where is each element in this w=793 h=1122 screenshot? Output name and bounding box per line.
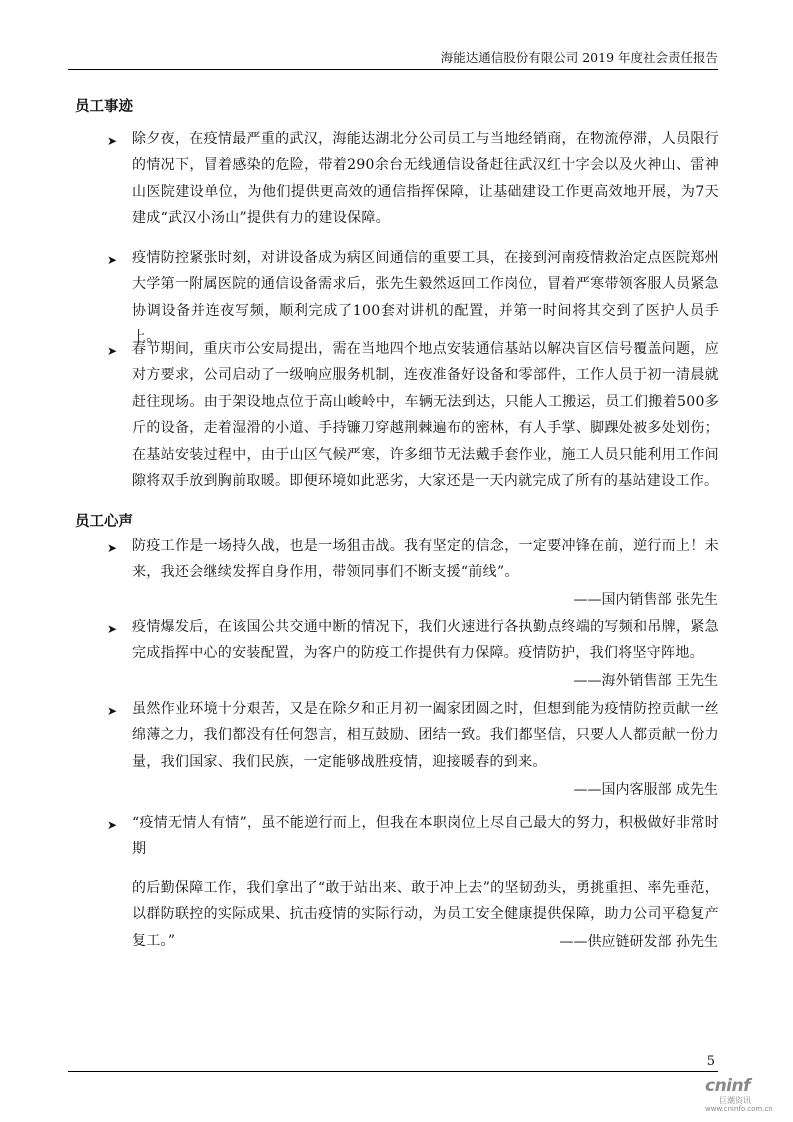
- story-paragraph: 疫情防控紧张时刻，对讲设备成为病区间通信的重要工具，在接到河南疫情救治定点医院郑州大学第一附属医院的通信设备需求后，张先生毅然返回工作岗位，冒着严寒带领客服人员紧急协调设备并连夜写频，顺利完成了100套对讲机的配置，并第一时间将其交到了医护人员手上。: [132, 250, 719, 346]
- list-item: [107, 245, 719, 351]
- list-item: [107, 614, 719, 667]
- voice-signature: ——国内销售部 张先生: [573, 592, 718, 608]
- footer-divider: [68, 1071, 718, 1072]
- story-paragraph: 春节期间，重庆市公安局提出，需在当地四个地点安装通信基站以解决盲区信号覆盖问题，应对方要求，公司启动了一级响应服务机制，连夜准备好设备和零部件，工作人员于初一清晨就赶往现场。由于架设地点位于高山峻岭中，车辆无法到达，只能人工搬运，员工们搬着500多斤的设备，走着湿滑的小道、手持镰刀穿越荆棘遍布的密林，有人手掌、脚踝处被多处划伤；在基站安装过程中，由于山区气候严寒，许多细节无法戴手套作业，施工人员只能利用工作间隙将双手放到胸前取暖。即便环境如此恶劣，大家还是一天内就完成了所有的基站建设工作。: [132, 341, 719, 490]
- list-item: [107, 336, 719, 494]
- voice-signature: ——供应链研发部 孙先生: [559, 934, 718, 950]
- voice-paragraph-first-line: “疫情无情人有情”，虽不能逆行而上，但我在本职岗位上尽自己最大的努力，积极做好非常时期: [132, 815, 719, 858]
- voice-paragraph: 防疫工作是一场持久战，也是一场狙击战。我有坚定的信念，一定要冲锋在前，逆行而上！未来，我还会继续发挥自身作用，带领同事们不断支援“前线”。: [132, 538, 719, 581]
- cninfo-logo: [705, 1076, 785, 1114]
- arrowhead-bullet-icon: ➤: [107, 622, 118, 636]
- arrowhead-bullet-icon: ➤: [107, 134, 118, 148]
- story-paragraph: 除夕夜，在疫情最严重的武汉，海能达湖北分公司员工与当地经销商，在物流停滞，人员限行的情况下，冒着感染的危险，带着290余台无线通信设备赶往武汉红十字会以及火神山、雷神山医院建设单位，为他们提供更高效的通信指挥保障，让基础建设工作更高效地开展，为7天建成“武汉小汤山”提供有力的建设保障。: [132, 131, 719, 227]
- voice-paragraph: 虽然作业环境十分艰苦，又是在除夕和正月初一阖家团圆之时，但想到能为疫情防控贡献一丝绵薄之力，我们都没有任何怨言，相互鼓励、团结一致。我们都坚信，只要人人都贡献一份力量，我们国家、我们民族，一定能够战胜疫情，迎接暖春的到来。: [132, 701, 719, 770]
- logo-subtitle: 巨潮资讯: [719, 1096, 751, 1105]
- voice-paragraph: 的后勤保障工作，我们拿出了“敢于站出来、敢于冲上去”的坚韧劲头，勇挑重担、率先垂范，以群防联控的实际成果、抗击疫情的实际行动，为员工安全健康提供保障，助力公司平稳复产复工。”: [132, 879, 719, 949]
- list-item: [107, 696, 719, 775]
- voice-paragraph: 疫情爆发后，在该国公共交通中断的情况下，我们火速进行各执勤点终端的写频和吊牌，紧急完成指挥中心的安装配置，为客户的防疫工作提供有力保障。疫情防护，我们将坚守阵地。: [132, 619, 719, 662]
- arrowhead-bullet-icon: ➤: [107, 344, 118, 358]
- page-number: 5: [706, 1054, 715, 1069]
- voice-signature: ——海外销售部 王先生: [573, 673, 718, 689]
- list-item: [107, 126, 719, 232]
- report-title: 海能达通信股份有限公司 2019 年度社会责任报告: [440, 50, 718, 65]
- arrowhead-bullet-icon: ➤: [107, 541, 118, 555]
- list-item: [107, 533, 719, 586]
- arrowhead-bullet-icon: ➤: [107, 253, 118, 267]
- page-header: [68, 47, 718, 70]
- voice-signature: ——国内客服部 成先生: [573, 782, 718, 798]
- section-title-employee-stories: 员工事迹: [75, 99, 133, 115]
- section-title-employee-voices: 员工心声: [75, 514, 133, 530]
- arrowhead-bullet-icon: ➤: [107, 704, 118, 718]
- arrowhead-bullet-icon: ➤: [107, 818, 118, 832]
- logo-wordmark: cninf: [705, 1076, 751, 1096]
- logo-url: www.cninfo.com.cn: [705, 1105, 773, 1113]
